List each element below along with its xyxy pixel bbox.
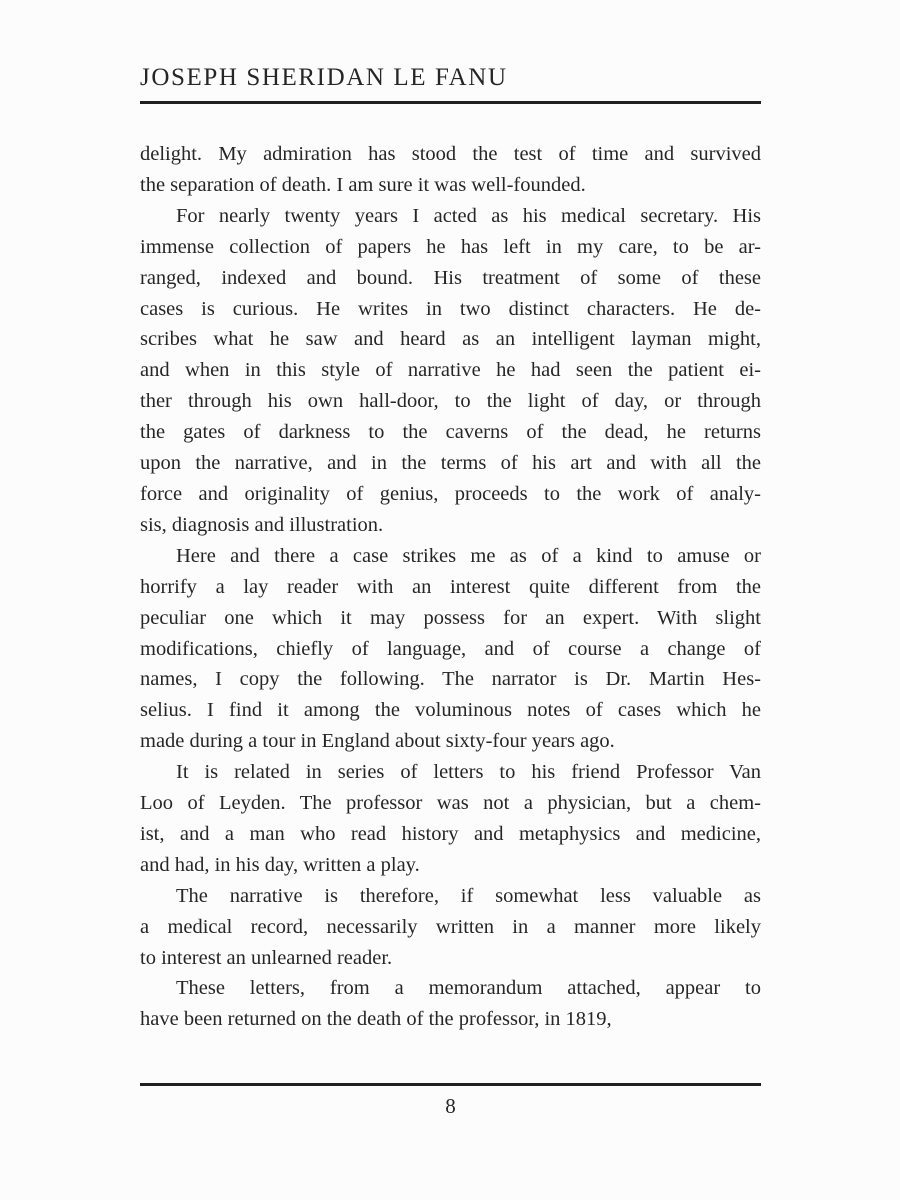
page-number: 8 xyxy=(445,1094,456,1118)
text-line: upon the narrative, and in the terms of his art and with all the xyxy=(140,452,761,475)
text-line: These letters, from a memorandum attached, appear to xyxy=(176,977,761,1000)
text-line: immense collection of papers he has left in my care, to be ar- xyxy=(140,235,761,258)
page-body xyxy=(140,139,761,1035)
text-line: Loo of Leyden. The professor was not a physician, but a chem- xyxy=(140,792,761,815)
text-line: For nearly twenty years I acted as his medical secretary. His xyxy=(176,204,761,227)
author-running-head: JOSEPH SHERIDAN LE FANU xyxy=(140,64,508,91)
text-line: and had, in his day, written a play. xyxy=(140,853,420,876)
text-line: It is related in series of letters to his friend Professor Van xyxy=(176,761,761,784)
text-line: ist, and a man who read history and metaphysics and medicine, xyxy=(140,822,761,845)
text-line: The narrative is therefore, if somewhat less valuable as xyxy=(176,884,761,907)
text-line: made during a tour in England about sixty-four years ago. xyxy=(140,730,615,753)
paragraph xyxy=(140,881,761,974)
text-line: the separation of death. I am sure it was well-founded. xyxy=(140,173,586,196)
text-line: sis, diagnosis and illustration. xyxy=(140,513,384,536)
paragraph xyxy=(140,201,761,541)
paragraph xyxy=(140,541,761,757)
text-line: the gates of darkness to the caverns of the dead, he returns xyxy=(140,421,761,444)
text-line: Here and there a case strikes me as of a kind to amuse or xyxy=(176,544,761,567)
text-line: ther through his own hall-door, to the light of day, or through xyxy=(140,390,761,413)
footer-rule xyxy=(140,1083,761,1086)
running-header xyxy=(140,64,761,92)
text-line: and when in this style of narrative he had seen the patient ei- xyxy=(140,359,761,382)
paragraph xyxy=(140,973,761,1035)
text-line: a medical record, necessarily written in a manner more likely xyxy=(140,915,761,938)
text-line: peculiar one which it may possess for an expert. With slight xyxy=(140,606,761,629)
paragraph xyxy=(140,139,761,201)
text-line: force and originality of genius, proceeds to the work of analy- xyxy=(140,482,761,505)
text-line: modifications, chiefly of language, and of course a change of xyxy=(140,637,761,660)
text-line: cases is curious. He writes in two distinct characters. He de- xyxy=(140,297,761,320)
paragraph xyxy=(140,757,761,881)
text-line: names, I copy the following. The narrator is Dr. Martin Hes- xyxy=(140,668,761,691)
text-line: have been returned on the death of the professor, in 1819, xyxy=(140,1008,612,1031)
text-line: to interest an unlearned reader. xyxy=(140,946,393,969)
text-line: scribes what he saw and heard as an intelligent layman might, xyxy=(140,328,761,351)
text-line: delight. My admiration has stood the test of time and survived xyxy=(140,143,761,165)
text-line: ranged, indexed and bound. His treatment of some of these xyxy=(140,266,761,289)
text-line: selius. I find it among the voluminous notes of cases which he xyxy=(140,699,761,722)
text-line: horrify a lay reader with an interest quite different from the xyxy=(140,575,761,598)
header-rule xyxy=(140,101,761,104)
